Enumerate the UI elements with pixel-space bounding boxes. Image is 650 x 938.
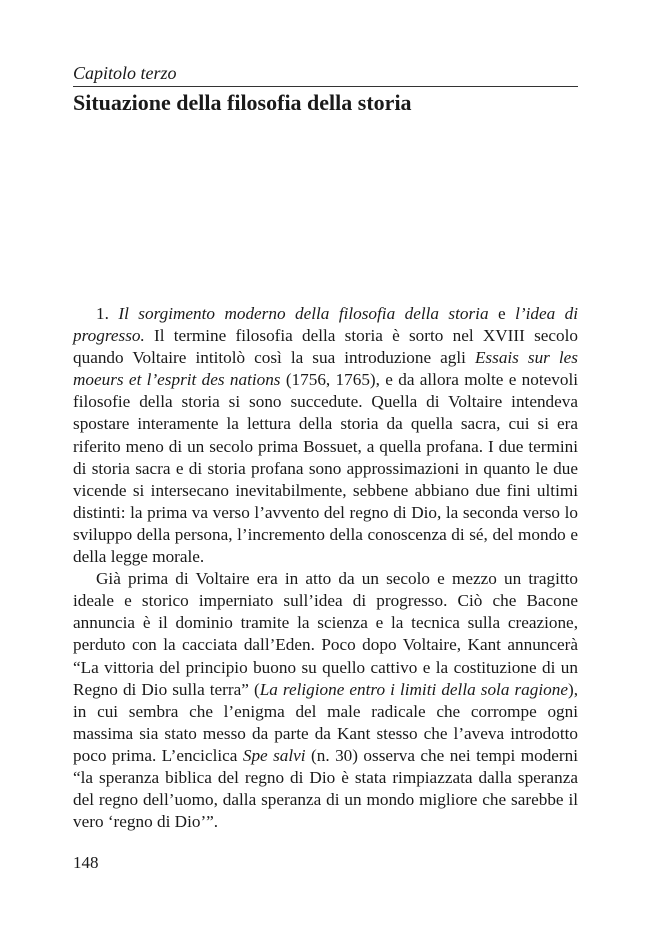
paragraph-1-segment: (1756, 1765), e da allora molte e notevoli filosofie della storia si sono succedute. Quella di Voltaire intendeva spostare interamente la lettura della storia da quella sacra, cui si era riferito meno di un secolo prima Bossuet, a quella profana. I due termini di storia sacra e di storia profana sono approssimazioni in quanto le due vicende si intersecano inevitabilmente, sebbene abbiano due fini ultimi distinti: la prima va verso l’avvento del regno di Dio, la seconda verso lo sviluppo della persona, l’incremento della conoscenza di sé, del mondo e della legge morale. xyxy=(73,370,578,567)
book-title-italic: La religione entro i limiti della sola ragione xyxy=(259,679,568,699)
book-title-italic: Essais sur les moeurs et l’esprit des nations xyxy=(73,348,578,390)
body-text xyxy=(73,303,578,833)
chapter-label: Capitolo terzo xyxy=(73,63,177,83)
paragraph-2 xyxy=(73,568,578,833)
section-heading-italic: l’idea di progresso. xyxy=(73,304,578,346)
page-number: 148 xyxy=(73,853,99,872)
paragraph-1-segment: Il termine filosofia della storia è sorto nel XVIII secolo quando Voltaire intitolò così la sua introduzione agli xyxy=(73,326,578,368)
paragraph-2-segment: Già prima di Voltaire era in atto da un secolo e mezzo un tragitto ideale e storico imperniato sull’idea di progresso. Ciò che Bacone annuncia è il dominio tramite la scienza e la tecnica sulla creazione, perduto con la cacciata dall’Eden. Poco dopo Voltaire, Kant annuncerà “La vittoria del principio buono su quello cattivo e la costituzione di un Regno di Dio sulla terra” ( xyxy=(73,569,578,699)
paragraph-1-segment: e xyxy=(488,304,516,323)
section-heading-italic: Il sorgimento moderno della filosofia della storia xyxy=(118,304,489,323)
chapter-title: Situazione della filosofia della storia xyxy=(73,90,412,115)
header-rule xyxy=(73,86,578,87)
paragraph-1-segment: 1. xyxy=(96,304,119,323)
paragraph-2-segment: (n. 30) osserva che nei tempi moderni “la speranza biblica del regno di Dio è stata rimpiazzata dalla speranza del regno dell’uomo, dalla speranza di un mondo migliore che sarebbe il vero ‘regno di Dio’”. xyxy=(73,745,579,832)
paragraph-1 xyxy=(73,303,578,568)
encyclical-title-italic: Spe salvi xyxy=(242,745,306,765)
paragraph-2-segment: ), in cui sembra che l’enigma del male radicale che corrompe ogni massima sia stato messo da parte da Kant stesso che l’aveva introdotto poco prima. L’enciclica xyxy=(73,679,578,765)
